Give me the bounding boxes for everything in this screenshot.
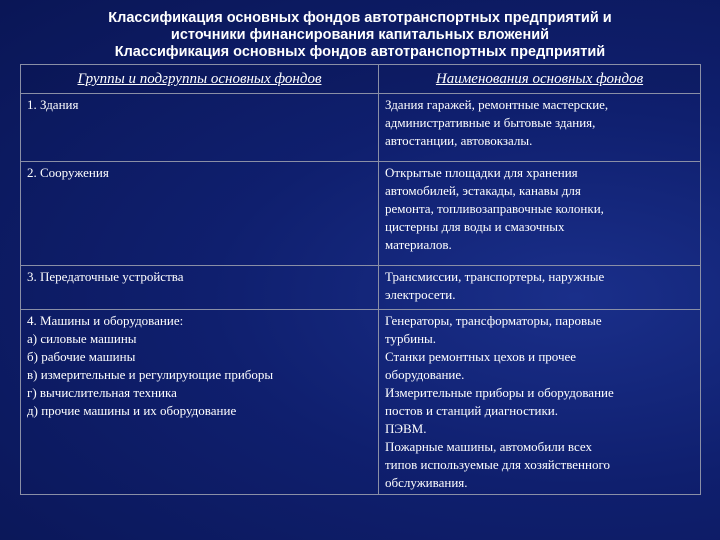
names-cell [379, 310, 701, 495]
names-line: Здания гаражей, ремонтные мастерские, [385, 97, 609, 112]
names-line: электросети. [385, 287, 456, 302]
names-line: постов и станций диагностики. [385, 403, 558, 418]
names-line: турбины. [385, 331, 437, 346]
table-row [21, 266, 701, 310]
names-line: материалов. [385, 237, 452, 252]
fixed-assets-table [20, 64, 701, 495]
group-cell [21, 162, 379, 266]
group-line: а) силовые машины [27, 331, 137, 346]
group-line: 4. Машины и оборудование: [27, 313, 184, 328]
names-line: оборудование. [385, 367, 465, 382]
names-line: Измерительные приборы и оборудование [385, 385, 614, 400]
group-line: 3. Передаточные устройства [27, 269, 184, 284]
group-cell [21, 94, 379, 162]
group-line: 2. Сооружения [27, 165, 109, 180]
names-cell [379, 162, 701, 266]
names-line: типов используемые для хозяйственного [385, 457, 610, 472]
names-line: Трансмиссии, транспортеры, наружные [385, 269, 605, 284]
title-line-2: источники финансирования капитальных вложений [170, 27, 550, 43]
table-row [21, 162, 701, 266]
group-line: в) измерительные и регулирующие приборы [27, 367, 274, 382]
names-line: автостанции, автовокзалы. [385, 133, 533, 148]
names-line: Пожарные машины, автомобили всех [385, 439, 593, 454]
slide-title [40, 10, 680, 61]
group-line: 1. Здания [27, 97, 79, 112]
table-row [21, 310, 701, 495]
header-names: Наименования основных фондов [379, 65, 701, 94]
table-header-row [21, 65, 701, 94]
names-cell [379, 266, 701, 310]
names-line: ремонта, топливозаправочные колонки, [385, 201, 604, 216]
group-line: б) рабочие машины [27, 349, 136, 364]
group-line: д) прочие машины и их оборудование [27, 403, 237, 418]
group-line: г) вычислительная техника [27, 385, 177, 400]
header-groups: Группы и подгруппы основных фондов [21, 65, 379, 94]
names-cell [379, 94, 701, 162]
title-line-1: Классификация основных фондов автотранспортных предприятий и [108, 10, 612, 26]
names-line: Станки ремонтных цехов и прочее [385, 349, 577, 364]
table-row [21, 94, 701, 162]
group-cell [21, 266, 379, 310]
names-line: административные и бытовые здания, [385, 115, 596, 130]
title-line-3: Классификация основных фондов автотранспортных предприятий [114, 44, 606, 60]
names-line: Генераторы, трансформаторы, паровые [385, 313, 602, 328]
names-line: обслуживания. [385, 475, 468, 490]
names-line: Открытые площадки для хранения [385, 165, 578, 180]
group-cell [21, 310, 379, 495]
names-line: цистерны для воды и смазочных [385, 219, 565, 234]
names-line: автомобилей, эстакады, канавы для [385, 183, 581, 198]
names-line: ПЭВМ. [385, 421, 427, 436]
